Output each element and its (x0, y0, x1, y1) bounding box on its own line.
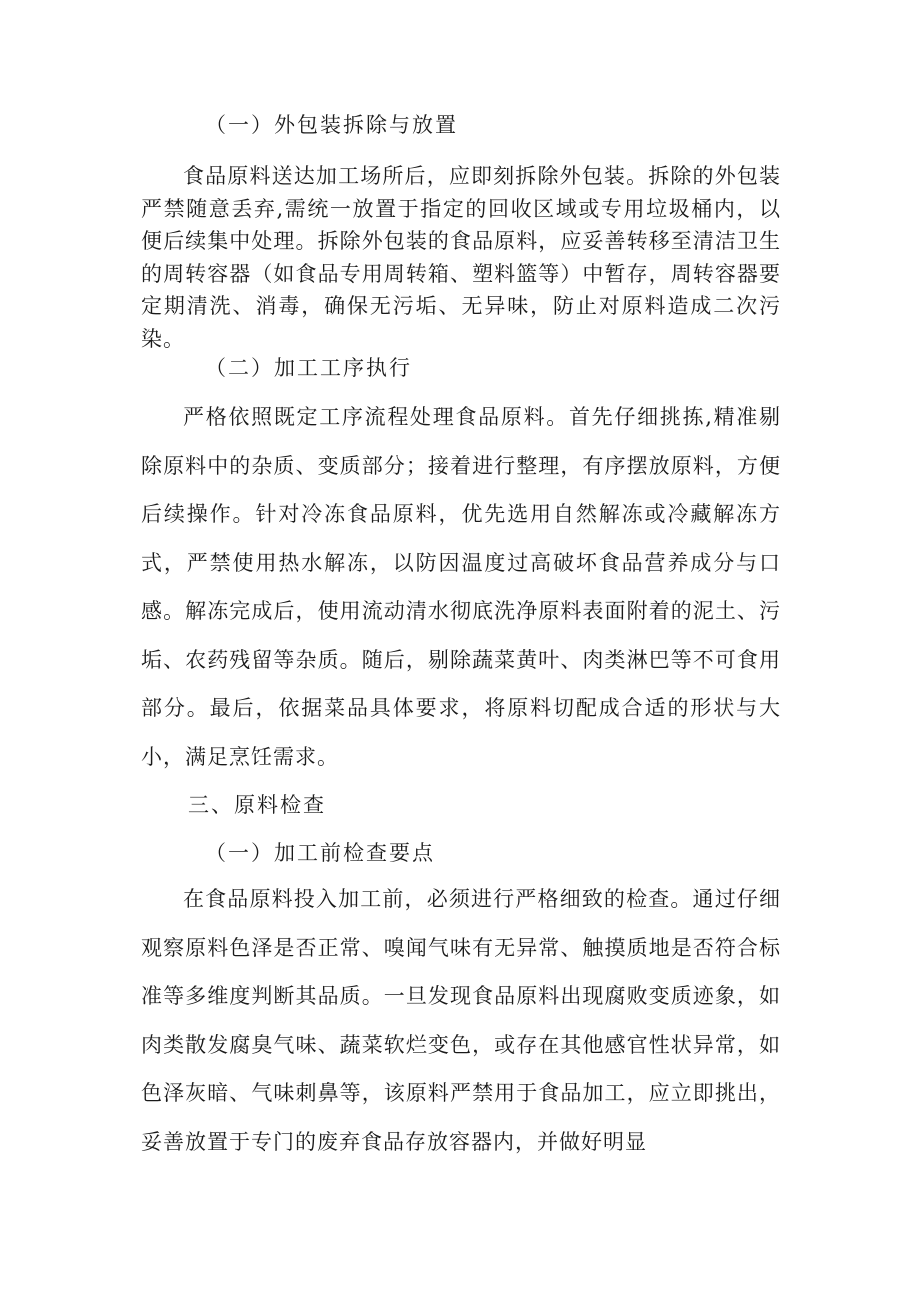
section-heading-inspection: 三、原料检查 (188, 793, 326, 817)
section-heading-processing: （二）加工工序执行 (205, 356, 412, 380)
section-heading-pre-check: （一）加工前检查要点 (205, 841, 435, 865)
paragraph-pre-check: 在食品原料投入加工前，必须进行严格细致的检查。通过仔细观察原料色泽是否正常、嗅闻气味有无异常、触摸质地是否符合标准等多维度判断其品质。一旦发现食品原料出现腐败变质迹象，如肉类散发腐臭气味、蔬菜软烂变色，或存在其他感官性状异常，如色泽灰暗、气味刺鼻等，该原料严禁用于食品加工，应立即挑出，妥善放置于专门的废弃食品存放容器内，并做好明显 (141, 887, 781, 1154)
paragraph-outer-packaging: 食品原料送达加工场所后，应即刻拆除外包装。拆除的外包装严禁随意丢弃,需统一放置于指定的回收区域或专用垃圾桶内，以便后续集中处理。拆除外包装的食品原料，应妥善转移至清洁卫生的周转容器（如食品专用周转箱、塑料篮等）中暂存，周转容器要定期清洗、消毒，确保无污垢、无异味，防止对原料造成二次污染。 (141, 164, 781, 351)
section-heading-outer-packaging: （一）外包装拆除与放置 (205, 113, 458, 137)
paragraph-processing: 严格依照既定工序流程处理食品原料。首先仔细挑拣,精准剔除原料中的杂质、变质部分；接着进行整理，有序摆放原料，方便后续操作。针对冷冻食品原料，优先选用自然解冻或冷藏解冻方式，严禁使用热水解冻，以防因温度过高破坏食品营养成分与口感。解冻完成后，使用流动清水彻底洗净原料表面附着的泥土、污垢、农药残留等杂质。随后，剔除蔬菜黄叶、肉类淋巴等不可食用部分。最后，依据菜品具体要求，将原料切配成合适的形状与大小，满足烹饪需求。 (141, 405, 781, 769)
